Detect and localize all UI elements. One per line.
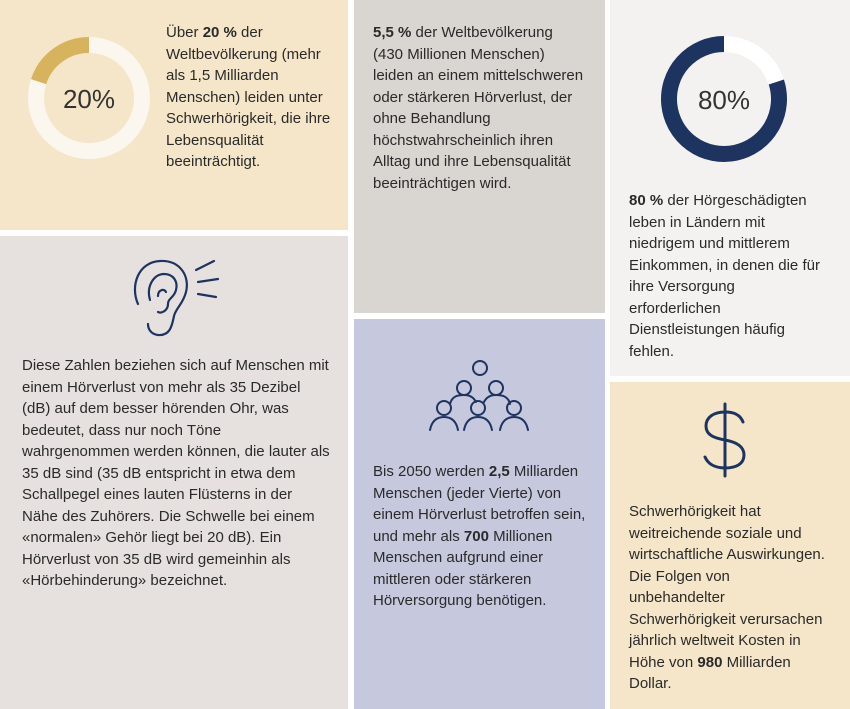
ear-icon <box>128 256 228 346</box>
tile-cost-text: Schwerhörigkeit hat weitreichende soziale und wirtschaftliche Auswirkungen. Die Folgen von unbehandelter Schwerhörigkeit verursachen jährlich weltweit Kosten in Höhe von 980 Milliarden Dollar. <box>629 503 825 692</box>
people-group-icon <box>428 356 532 436</box>
tile-80-text: 80 % der Hörgeschädigten leben in Ländern mit niedrigem und mittlerem Einkommen, in denen die für ihre Versorgung erforderlichen Dienstleistungen häufig fehlen. <box>629 192 820 360</box>
dollar-icon <box>700 402 750 478</box>
tile-hearing-text: Diese Zahlen beziehen sich auf Menschen mit einem Hörverlust von mehr als 35 Dezibel (dB) auf dem besser hörenden Ohr, was bedeutet, dass nur noch Töne wahrgenommen werden können, die lauter als 35 dB sind (35 dB entspricht in etwa dem Schallpegel eines lauten Flüsterns in der Nähe des Zuhörers. Die Schwelle bei einem «normalen» Gehör liegt bei 20 dB). Ein Hörverlust von 35 dB wird gemeinhin als «Hörbehinderung» bezeichnet. <box>22 357 330 589</box>
donut-arc-20 <box>39 45 89 82</box>
donut-label-20: 20% <box>62 84 116 114</box>
donut-label-80: 80% <box>697 85 751 115</box>
tile-20-text: Über 20 % der Weltbevölkerung (mehr als 1,5 Milliarden Menschen) leiden unter Schwerhörigkeit, die ihre Lebensqualität beeinträchtigt. <box>166 24 331 170</box>
tile-2050-text: Bis 2050 werden 2,5 Milliarden Menschen (jeder Vierte) von einem Hörverlust betroffen sein, und mehr als 700 Millionen Menschen aufgrund einer mittleren oder stärkeren Hörversorgung benötigen. <box>373 463 586 609</box>
tile-5-5-text: 5,5 % der Weltbevölkerung (430 Millionen Menschen) leiden an einem mittelschweren oder stärkeren Hörverlust, der ohne Behandlung höchstwahrscheinlich ihren Alltag und ihre Lebensqualität beeinträchtigen wird. <box>373 24 584 192</box>
